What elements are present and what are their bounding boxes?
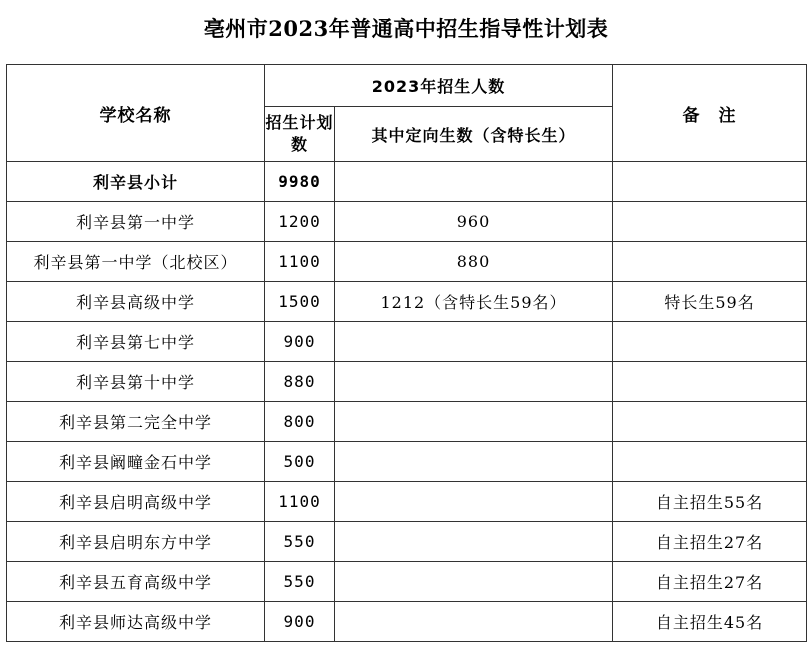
school-name-cell: 利辛县高级中学	[7, 282, 265, 322]
table-row	[7, 282, 807, 322]
remark-cell	[613, 242, 807, 282]
remark-cell: 自主招生27名	[613, 522, 807, 562]
table-row	[7, 522, 807, 562]
remark-cell	[613, 202, 807, 242]
remark-cell	[613, 322, 807, 362]
school-name-cell: 利辛县启明东方中学	[7, 522, 265, 562]
directed-count-cell: 880	[335, 242, 613, 282]
plan-count-cell: 900	[265, 322, 335, 362]
table-row	[7, 362, 807, 402]
school-name-cell: 利辛县第二完全中学	[7, 402, 265, 442]
plan-count-cell: 1200	[265, 202, 335, 242]
remark-cell: 自主招生55名	[613, 482, 807, 522]
directed-count-cell: 1212（含特长生59名）	[335, 282, 613, 322]
directed-count-cell	[335, 402, 613, 442]
directed-count-cell	[335, 562, 613, 602]
table-row	[7, 562, 807, 602]
plan-count-cell: 550	[265, 522, 335, 562]
table-row	[7, 442, 807, 482]
directed-count-cell	[335, 362, 613, 402]
header-directed: 其中定向生数（含特长生）	[335, 107, 613, 162]
school-name-cell: 利辛县第七中学	[7, 322, 265, 362]
directed-count-cell	[335, 602, 613, 642]
remark-cell: 自主招生27名	[613, 562, 807, 602]
school-name-cell: 利辛县五育高级中学	[7, 562, 265, 602]
table-row	[7, 402, 807, 442]
school-name-cell: 利辛县启明高级中学	[7, 482, 265, 522]
subtotal-remark	[613, 162, 807, 202]
remark-cell	[613, 362, 807, 402]
table-row	[7, 202, 807, 242]
table-row	[7, 482, 807, 522]
header-remark: 备 注	[613, 65, 807, 162]
subtotal-name: 利辛县小计	[7, 162, 265, 202]
table-row	[7, 602, 807, 642]
directed-count-cell	[335, 322, 613, 362]
plan-count-cell: 1100	[265, 482, 335, 522]
plan-count-cell: 500	[265, 442, 335, 482]
plan-count-cell: 800	[265, 402, 335, 442]
header-enroll-group: 2023年招生人数	[265, 65, 613, 107]
remark-cell: 自主招生45名	[613, 602, 807, 642]
header-school: 学校名称	[7, 65, 265, 162]
plan-count-cell: 550	[265, 562, 335, 602]
school-name-cell: 利辛县第一中学	[7, 202, 265, 242]
header-plan: 招生计划数	[265, 107, 335, 162]
plan-count-cell: 1500	[265, 282, 335, 322]
school-name-cell: 利辛县师达高级中学	[7, 602, 265, 642]
remark-cell: 特长生59名	[613, 282, 807, 322]
subtotal-plan: 9980	[265, 162, 335, 202]
plan-count-cell: 1100	[265, 242, 335, 282]
enrollment-table	[6, 64, 807, 642]
school-name-cell: 利辛县阚疃金石中学	[7, 442, 265, 482]
table-row	[7, 242, 807, 282]
plan-count-cell: 880	[265, 362, 335, 402]
directed-count-cell	[335, 482, 613, 522]
plan-count-cell: 900	[265, 602, 335, 642]
page-title: 亳州市2023年普通高中招生指导性计划表	[203, 16, 609, 41]
subtotal-directed	[335, 162, 613, 202]
directed-count-cell	[335, 442, 613, 482]
directed-count-cell	[335, 522, 613, 562]
remark-cell	[613, 402, 807, 442]
directed-count-cell: 960	[335, 202, 613, 242]
school-name-cell: 利辛县第一中学（北校区）	[7, 242, 265, 282]
school-name-cell: 利辛县第十中学	[7, 362, 265, 402]
remark-cell	[613, 442, 807, 482]
subtotal-row	[7, 162, 807, 202]
table-row	[7, 322, 807, 362]
